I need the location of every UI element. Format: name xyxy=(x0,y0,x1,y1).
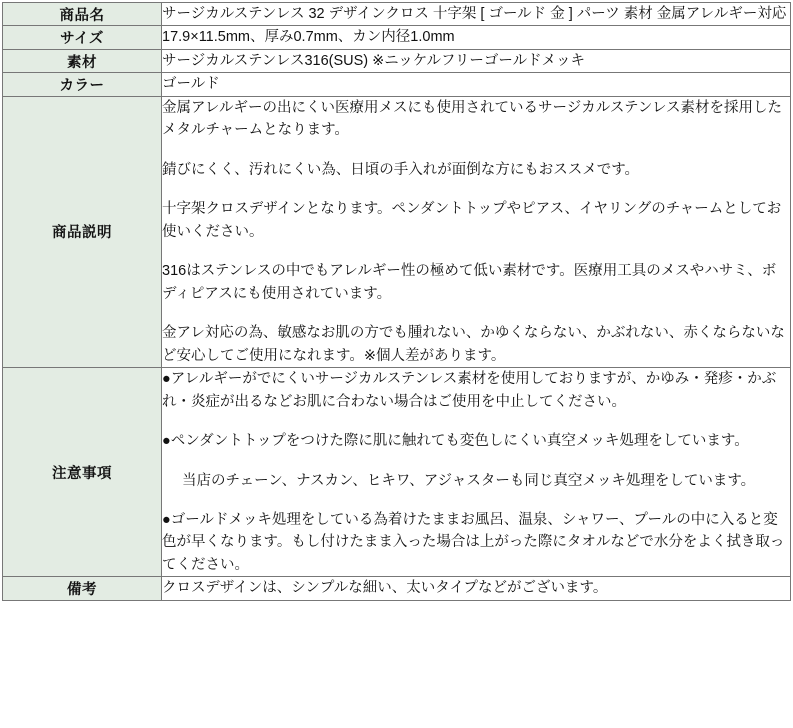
description-paragraph: 金属アレルギーの出にくい医療用メスにも使用されているサージカルステンレス素材を採用したメタルチャームとなります。 xyxy=(162,99,783,139)
table-row xyxy=(3,368,791,577)
row-value-size: 17.9×11.5mm、厚み0.7mm、カン内径1.0mm xyxy=(162,26,791,49)
table-row xyxy=(3,26,791,49)
row-label-description: 商品説明 xyxy=(3,96,162,367)
notes-paragraph: 当店のチェーン、ナスカン、ヒキワ、アジャスターも同じ真空メッキ処理をしています。 xyxy=(182,472,756,489)
row-value-notes xyxy=(162,368,791,577)
row-label-product-name: 商品名 xyxy=(3,3,162,26)
table-row xyxy=(3,49,791,72)
row-label-size: サイズ xyxy=(3,26,162,49)
description-paragraph: 錆びにくく、汚れにくい為、日頃の手入れが面倒な方にもおススメです。 xyxy=(162,161,640,178)
row-value-material: サージカルステンレス316(SUS) ※ニッケルフリーゴールドメッキ xyxy=(162,49,791,72)
table-row xyxy=(3,577,791,600)
notes-paragraph: ●ペンダントトップをつけた際に肌に触れても変色しにくい真空メッキ処理をしています。 xyxy=(162,433,749,450)
row-value-remarks: クロスデザインは、シンプルな細い、太いタイプなどがございます。 xyxy=(162,577,791,600)
description-paragraph: 316はステンレスの中でもアレルギー性の極めて低い素材です。医療用工具のメスやハサミ、ボディピアスにも使用されています。 xyxy=(162,263,777,302)
notes-paragraph: ●ゴールドメッキ処理をしている為着けたままお風呂、温泉、シャワー、プールの中に入ると変色が早くなります。もし付けたまま入った場合は上がった際にタオルなどで水分をよく拭き取ってください。 xyxy=(162,511,785,573)
table-row xyxy=(3,73,791,96)
row-value-description xyxy=(162,96,791,367)
row-label-color: カラー xyxy=(3,73,162,96)
table-row xyxy=(3,3,791,26)
product-spec-table xyxy=(2,2,791,601)
notes-paragraph: ●アレルギーがでにくいサージカルステンレス素材を使用しておりますが、かゆみ・発疹・かぶれ・炎症が出るなどお肌に合わない場合はご使用を中止してください。 xyxy=(162,371,777,410)
row-label-remarks: 備考 xyxy=(3,577,162,600)
row-value-product-name: サージカルステンレス 32 デザインクロス 十字架 [ ゴールド 金 ] パーツ 素材 金属アレルギー対応 xyxy=(162,3,791,26)
table-row xyxy=(3,96,791,367)
description-paragraph: 金アレ対応の為、敏感なお肌の方でも腫れない、かゆくならない、かぶれない、赤くならないなど安心してご使用になれます。※個人差があります。 xyxy=(162,325,785,364)
row-value-color: ゴールド xyxy=(162,73,791,96)
spec-table-body xyxy=(3,3,791,601)
row-label-notes: 注意事項 xyxy=(3,368,162,577)
row-label-material: 素材 xyxy=(3,49,162,72)
description-paragraph: 十字架クロスデザインとなります。ペンダントトップやピアス、イヤリングのチャームとしてお使いください。 xyxy=(162,201,782,240)
